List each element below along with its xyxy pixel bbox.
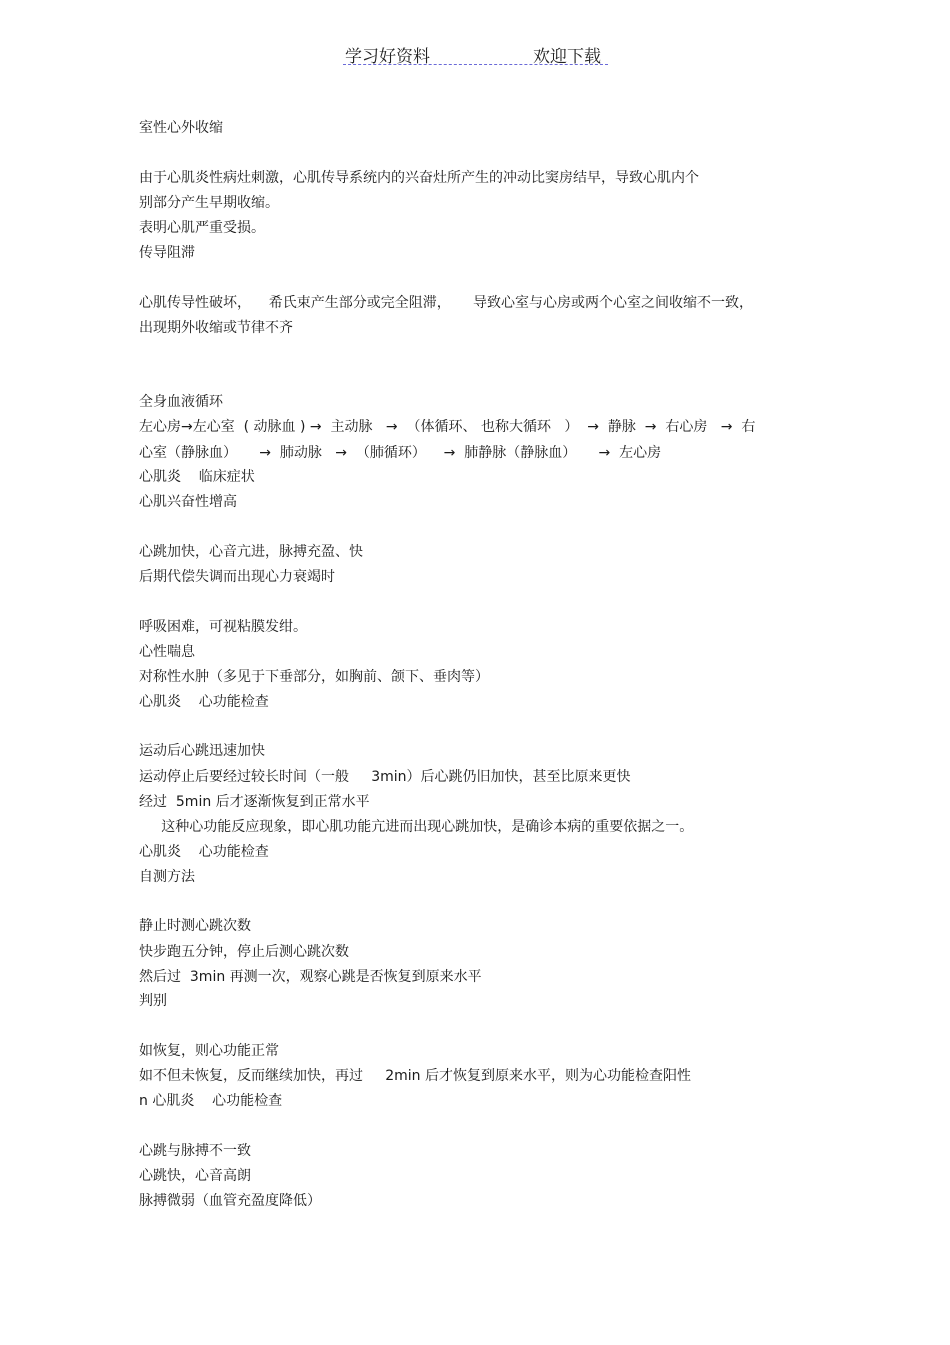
text-line: 心肌传导性破坏， 希氏束产生部分或完全阻滞， 导致心室与心房或两个心室之间收缩不一致， (139, 295, 754, 311)
text-line: 静止时测心跳次数 (139, 918, 251, 934)
text-line: 室性心外收缩 (139, 120, 223, 136)
text-line: 心性喘息 (139, 644, 195, 660)
text-line: 表明心肌严重受损。 (139, 220, 265, 236)
header-left-text: 学习好资料 (345, 47, 430, 67)
text-line: 心肌炎 心功能检查 (139, 694, 269, 710)
text-line: 心肌炎 心功能检查 (139, 844, 269, 860)
text-line: 判别 (139, 993, 167, 1009)
text-line: 心肌炎 临床症状 (139, 469, 255, 485)
text-line: 别部分产生早期收缩。 (139, 195, 279, 211)
text-line: 传导阻滞 (139, 245, 195, 261)
header-right-text: 欢迎下载 (533, 47, 601, 67)
text-line: 经过 5min 后才逐渐恢复到正常水平 (139, 794, 370, 810)
text-line: 心跳加快，心音亢进，脉搏充盈、快 (139, 544, 363, 560)
text-line: 运动后心跳迅速加快 (139, 743, 265, 759)
text-line: 运动停止后要经过较长时间（一般 3min）后心跳仍旧加快，甚至比原来更快 (139, 769, 631, 785)
text-line: 如不但未恢复，反而继续加快，再过 2min 后才恢复到原来水平，则为心功能检查阳性 (139, 1068, 692, 1084)
text-line: 后期代偿失调而出现心力衰竭时 (139, 569, 335, 585)
text-line: 自测方法 (139, 869, 195, 885)
text-line: 左心房→左心室 ( 动脉血 ) → 主动脉 → （体循环、 也称大循环 ） → 静脉 → 右心房 → 右 (139, 419, 756, 435)
text-line: 由于心肌炎性病灶刺激，心肌传导系统内的兴奋灶所产生的冲动比窦房结早，导致心肌内个 (139, 170, 699, 186)
text-line: n 心肌炎 心功能检查 (139, 1093, 283, 1109)
text-line: 然后过 3min 再测一次，观察心跳是否恢复到原来水平 (139, 969, 482, 985)
text-line: 出现期外收缩或节律不齐 (139, 320, 293, 336)
text-line: 心室（静脉血） → 肺动脉 → （肺循环） → 肺静脉（静脉血） → 左心房 (139, 445, 662, 461)
text-line: 呼吸困难，可视粘膜发绀。 (139, 619, 307, 635)
text-line: 心跳与脉搏不一致 (139, 1143, 251, 1159)
text-line: 这种心功能反应现象，即心肌功能亢进而出现心跳加快，是确诊本病的重要依据之一。 (139, 819, 694, 835)
text-line: 心肌兴奋性增高 (139, 494, 237, 510)
text-line: 全身血液循环 (139, 394, 223, 410)
text-line: 如恢复，则心功能正常 (139, 1043, 279, 1059)
text-line: 心跳快，心音高朗 (139, 1168, 251, 1184)
text-line: 快步跑五分钟，停止后测心跳次数 (139, 944, 349, 960)
text-line: 对称性水肿（多见于下垂部分，如胸前、颌下、垂肉等） (139, 669, 489, 685)
text-line: 脉搏微弱（血管充盈度降低） (139, 1193, 321, 1209)
